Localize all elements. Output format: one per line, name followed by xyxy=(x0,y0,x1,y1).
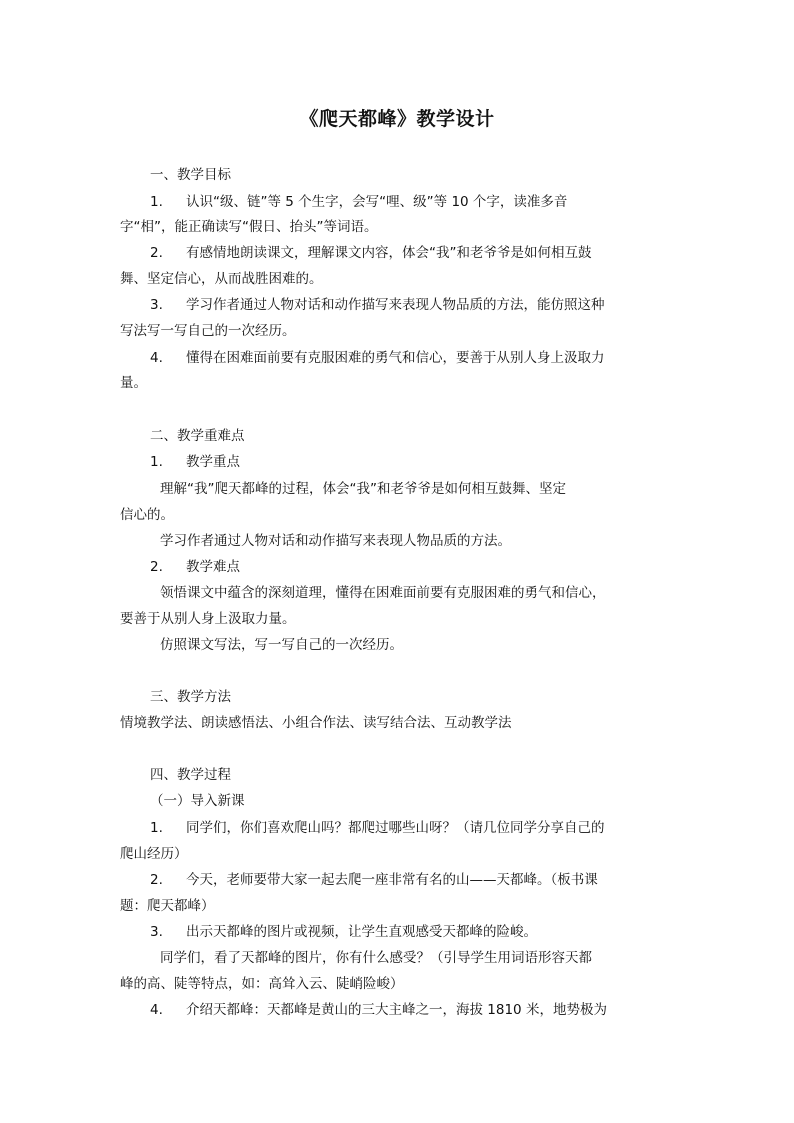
item-number: 4. xyxy=(150,1002,163,1018)
item-text: 学习作者通过人物对话和动作描写来表现人物品质的方法，能仿照这种 xyxy=(186,297,605,313)
item-number: 4. xyxy=(150,350,163,366)
item-text: 今天，老师要带大家一起去爬一座非常有名的山——天都峰。（板书课 xyxy=(186,872,598,888)
subsection-heading-intro: （一）导入新课 xyxy=(150,793,245,809)
section-heading-process: 四、教学过程 xyxy=(150,767,231,783)
difficulty-paragraph-2: 仿照课文写法，写一写自己的一次经历。 xyxy=(160,637,403,653)
item-number: 3. xyxy=(150,924,163,940)
objective-item-1-cont: 字“相”，能正确读写“假日、抬头”等词语。 xyxy=(120,219,378,235)
objective-item-3 xyxy=(150,296,605,314)
key-point-paragraph-1: 理解“我”爬天都峰的过程，体会“我”和老爷爷是如何相互鼓舞、坚定 xyxy=(160,481,566,497)
objective-item-2 xyxy=(150,244,592,262)
objective-item-3-cont: 写法写一写自己的一次经历。 xyxy=(120,323,296,339)
item-number: 2. xyxy=(150,245,163,261)
objective-item-4-cont: 量。 xyxy=(120,375,147,391)
objective-item-1 xyxy=(150,193,567,211)
document-title: 《爬天都峰》教学设计 xyxy=(299,108,495,130)
item-text: 介绍天都峰：天都峰是黄山的三大主峰之一，海拔 1810 米，地势极为 xyxy=(186,1002,607,1018)
objective-item-2-cont: 舞、坚定信心，从而战胜困难的。 xyxy=(120,271,323,287)
process-item-2 xyxy=(150,871,598,889)
difficulty-paragraph-1: 领悟课文中蕴含的深刻道理，懂得在困难面前要有克服困难的勇气和信心， xyxy=(160,585,606,601)
difficulty-paragraph-1-cont: 要善于从别人身上汲取力量。 xyxy=(120,611,296,627)
item-text: 教学难点 xyxy=(186,559,240,575)
process-item-3-paragraph: 同学们，看了天都峰的图片，你有什么感受？（引导学生用词语形容天都 xyxy=(160,950,592,966)
process-item-4 xyxy=(150,1001,607,1019)
item-number: 2. xyxy=(150,559,163,575)
objective-item-4 xyxy=(150,349,605,367)
process-item-2-cont: 题：爬天都峰） xyxy=(120,898,215,914)
item-text: 认识“级、链”等 5 个生字，会写“哩、级”等 10 个字，读准多音 xyxy=(186,194,568,210)
process-item-1 xyxy=(150,819,605,837)
methods-text: 情境教学法、朗读感悟法、小组合作法、读写结合法、互动教学法 xyxy=(120,715,512,731)
item-number: 1. xyxy=(150,194,163,210)
item-number: 1. xyxy=(150,454,163,470)
item-text: 出示天都峰的图片或视频，让学生直观感受天都峰的险峻。 xyxy=(186,924,537,940)
section-heading-methods: 三、教学方法 xyxy=(150,689,231,705)
difficulty-label xyxy=(150,558,240,576)
item-text: 懂得在困难面前要有克服困难的勇气和信心，要善于从别人身上汲取力 xyxy=(186,350,605,366)
process-item-1-cont: 爬山经历） xyxy=(120,846,188,862)
process-item-3 xyxy=(150,923,537,941)
item-number: 1. xyxy=(150,820,163,836)
key-point-label xyxy=(150,453,240,471)
process-item-3-paragraph-cont: 峰的高、陡等特点，如：高耸入云、陡峭险峻） xyxy=(120,976,404,992)
item-text: 有感情地朗读课文，理解课文内容，体会“我”和老爷爷是如何相互鼓 xyxy=(186,245,592,261)
key-point-paragraph-2: 学习作者通过人物对话和动作描写来表现人物品质的方法。 xyxy=(160,533,511,549)
item-number: 2. xyxy=(150,872,163,888)
item-text: 教学重点 xyxy=(186,454,240,470)
section-heading-objectives: 一、教学目标 xyxy=(150,167,231,183)
key-point-paragraph-1-cont: 信心的。 xyxy=(120,507,174,523)
item-number: 3. xyxy=(150,297,163,313)
item-text: 同学们，你们喜欢爬山吗？都爬过哪些山呀？（请几位同学分享自己的 xyxy=(186,820,605,836)
section-heading-key-points: 二、教学重难点 xyxy=(150,428,245,444)
